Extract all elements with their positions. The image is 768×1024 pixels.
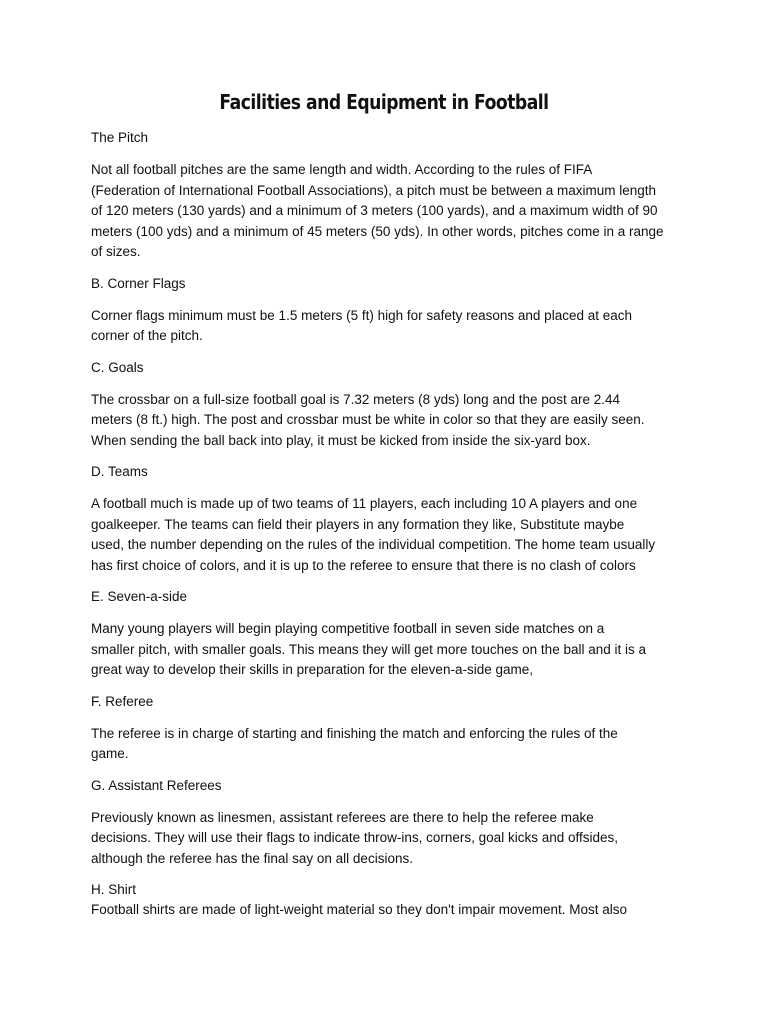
section-paragraph-goals: [91, 390, 691, 452]
paragraph-line: Previously known as linesmen, assistant referees are there to help the referee make: [91, 809, 594, 825]
paragraph-line: of 120 meters (130 yards) and a minimum of 3 meters (100 yards), and a maximum width of 90: [91, 203, 658, 218]
paragraph-line: great way to develop their skills in preparation for the eleven-a-side game,: [91, 662, 533, 677]
section-paragraph-assistant-referees: [91, 808, 691, 870]
paragraph-line: corner of the pitch.: [91, 328, 203, 343]
paragraph-line: meters (100 yds) and a minimum of 45 meters (50 yds). In other words, pitches come in a range: [91, 223, 664, 239]
paragraph-line: game.: [91, 746, 129, 761]
section-paragraph-teams: [91, 494, 691, 576]
section-heading-shirt: H. Shirt: [91, 882, 137, 897]
section-heading-seven-a-side: E. Seven-a-side: [91, 589, 188, 604]
section-paragraph-seven-a-side: [91, 619, 691, 681]
section-paragraph-shirt: [91, 900, 691, 921]
paragraph-line: When sending the ball back into play, it must be kicked from inside the six-yard box.: [91, 432, 591, 448]
section-paragraph-referee: [91, 724, 691, 765]
section-heading-corner-flags: B. Corner Flags: [91, 275, 186, 291]
section-heading-teams: D. Teams: [91, 464, 148, 479]
paragraph-line: The crossbar on a full-size football goal is 7.32 meters (8 yds) long and the post are 2.44: [91, 391, 621, 407]
paragraph-line: goalkeeper. The teams can field their players in any formation they like, Substitute maybe: [91, 516, 625, 532]
paragraph-line: smaller pitch, with smaller goals. This means they will get more touches on the ball and it is a: [91, 641, 647, 657]
section-paragraph-corner-flags: [91, 306, 691, 347]
paragraph-line: Many young players will begin playing competitive football in seven side matches on a: [91, 621, 605, 636]
section-heading-referee: F. Referee: [91, 693, 154, 709]
paragraph-line: A football much is made up of two teams of 11 players, each including 10 A players and one: [91, 496, 638, 511]
paragraph-line: meters (8 ft.) high. The post and crossbar must be white in color so that they are easily seen.: [91, 412, 645, 427]
document-body: [91, 128, 691, 932]
section-heading-assistant-referees: G. Assistant Referees: [91, 777, 222, 793]
paragraph-line: decisions. They will use their flags to indicate throw-ins, corners, goal kicks and offsides,: [91, 830, 619, 845]
paragraph-line: of sizes.: [91, 244, 141, 259]
section-paragraph-the-pitch: [91, 160, 691, 263]
paragraph-line: The referee is in charge of starting and finishing the match and enforcing the rules of the: [91, 725, 618, 741]
document-title: Facilities and Equipment in Football: [219, 90, 549, 114]
section-heading-goals: C. Goals: [91, 359, 144, 375]
paragraph-line: Football shirts are made of light-weight material so they don't impair movement. Most also: [91, 902, 628, 917]
paragraph-line: (Federation of International Football Associations), a pitch must be between a maximum length: [91, 182, 657, 198]
paragraph-line: Not all football pitches are the same length and width. According to the rules of FIFA: [91, 162, 593, 177]
paragraph-line: although the referee has the final say on all decisions.: [91, 850, 413, 866]
paragraph-line: used, the number depending on the rules of the individual competition. The home team usually: [91, 537, 656, 552]
section-heading-the-pitch: The Pitch: [91, 130, 149, 145]
paragraph-line: Corner flags minimum must be 1.5 meters (5 ft) high for safety reasons and placed at each: [91, 307, 633, 323]
paragraph-line: has first choice of colors, and it is up to the referee to ensure that there is no clash of colors: [91, 557, 636, 573]
